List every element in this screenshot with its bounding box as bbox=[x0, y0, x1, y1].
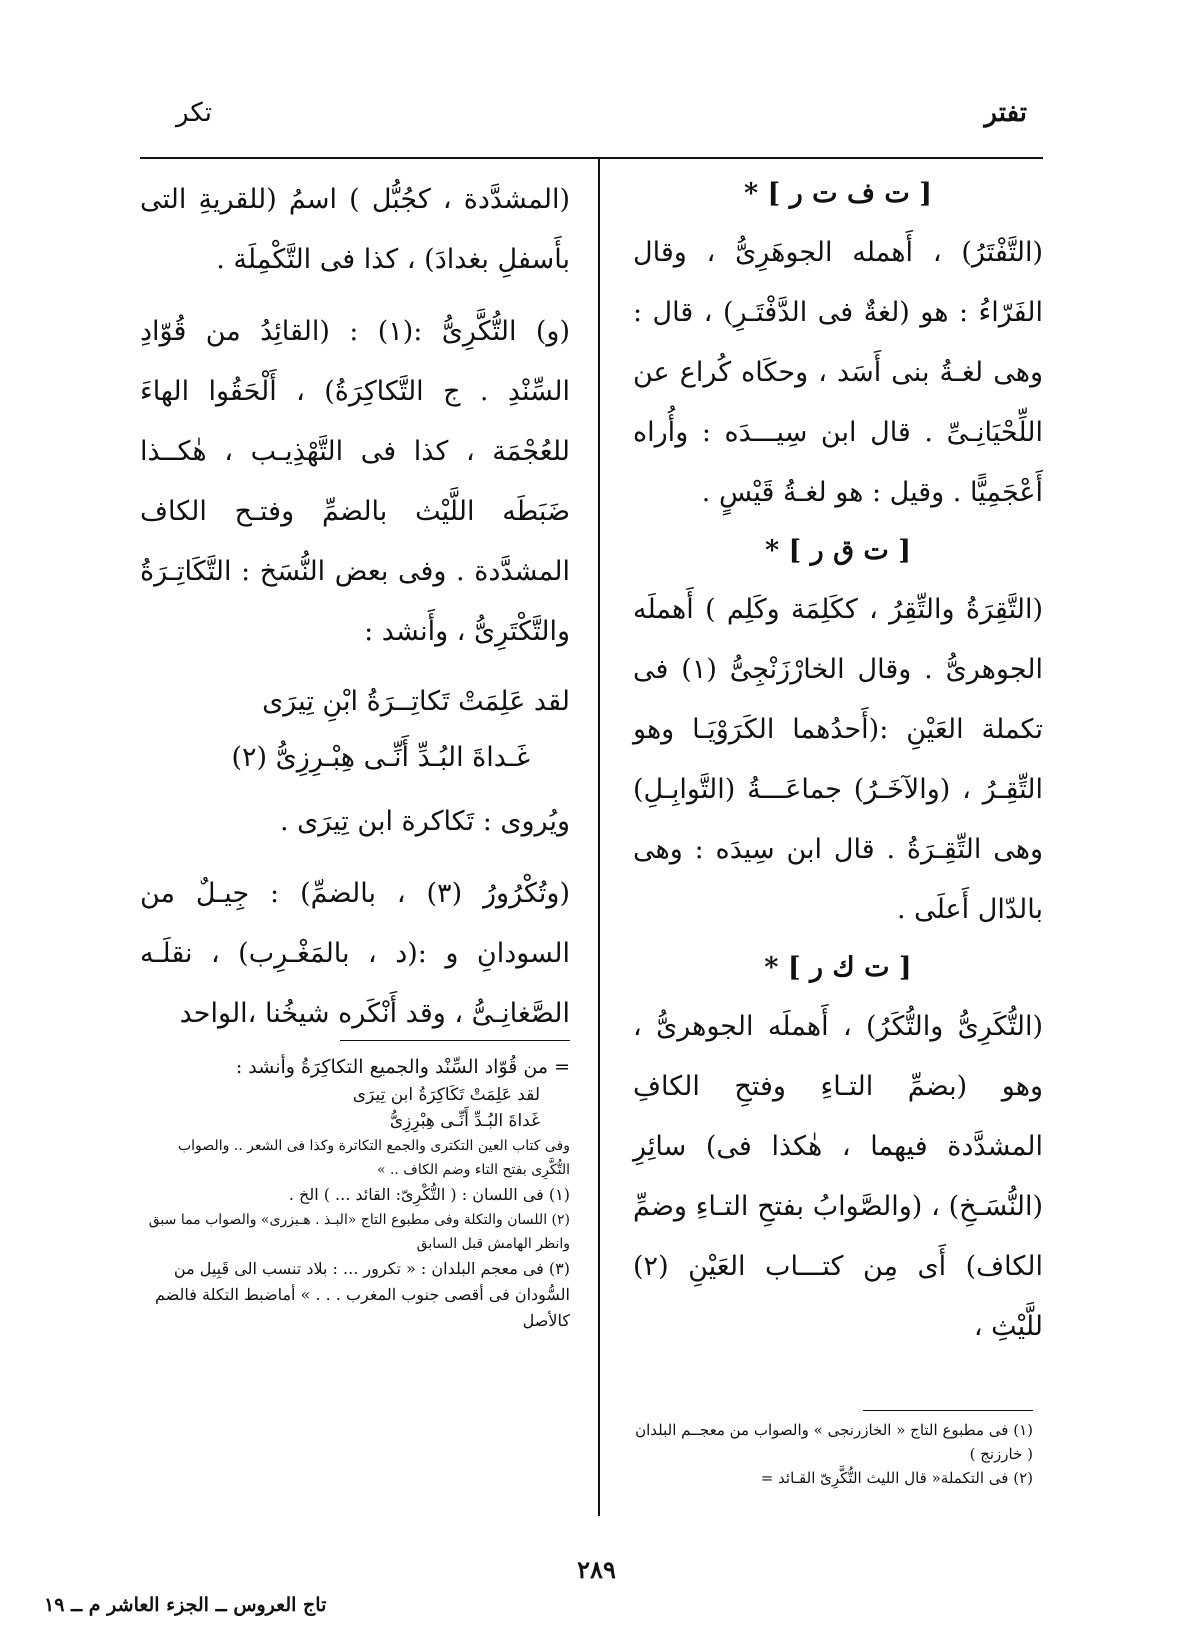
running-header-left: تكر bbox=[176, 98, 212, 128]
footnote-1-left: (١) فى اللسان : ( التُّكْرِىّ: القائد ... ) الخ . bbox=[288, 1185, 570, 1204]
footnote-verse-2: غَداةَ البُـدِّ أَنِّـى هِبْرِزِىُّ bbox=[389, 1111, 540, 1131]
header-rule bbox=[140, 157, 1043, 159]
verse-line-1: لقد عَلِمَتْ تَكاتِــرَةُ ابْنِ تِيرَى bbox=[262, 686, 570, 717]
footnote-rule-right bbox=[863, 1410, 1033, 1411]
footnote-verse-1: لقد عَلِمَتْ تَكَاكِرَةُ ابن تِيرَى bbox=[352, 1085, 540, 1105]
right-column bbox=[633, 170, 1043, 1369]
page-number: ٢٨٩ bbox=[577, 1555, 616, 1584]
entry-text-tukrur: (وتُكْرُورُ (٣) ، بالضمِّ) : جِيـلٌ من السودانِ و :(د ، بالمَغْـرِب) ، نقلَـه الصَّغانِـىُّ ، وقد أَنْكَره شيخُنا ،الواحد bbox=[140, 878, 570, 1029]
footnote-1-right: (١) فى مطبوع التاج « الخازرنجى » والصواب من معجــم البلدان ( خارزنج ) bbox=[635, 1421, 1033, 1463]
entry-text-tkr: (التُّكَرِىُّ والتُّكَرُ) ، أَهملَه الجوهرىُّ ، وهو (بضمِّ التـاءِ وفتحِ الكافِ المشدَّدة فيهما ، هٰكذا فى) سائِرِ (النُّسَـخِ) ، (والصَّوابُ بفتحِ التـاءِ وضمِّ الكاف) أَى مِن كتـــاب العَيْنِ (٢) للَّيْثِ ، bbox=[633, 1011, 1043, 1342]
entry-heading-tkr: [ ت ك ر ] * bbox=[764, 952, 912, 983]
entry-text-continued: (المشدَّدة ، كجُبُّل ) اسمُ (للقريةِ التى بأَسفلِ بغدادَ) ، كذا فى التَّكْمِلَة . bbox=[140, 184, 570, 275]
variant-reading: ويُروى : تَكاكرة ابن تِيرَى . bbox=[279, 806, 570, 837]
running-header-right: تفتر bbox=[984, 98, 1027, 128]
entry-text-tftr: (التَّفْتَرُ) ، أَهمله الجوهَرِىُّ ، وقال الفَرّاءُ : هو (لغةٌ فى الدَّفْتَـرِ) ، قال : وهى لغـةُ بنى أَسَد ، وحكَاه كُراع عن اللِّحْيَانِـىِّ . قال ابن سِيـــدَه : وأُراه أَعْجَمِيًّا . وقيل : هو لغـةُ قَيْسٍ . bbox=[633, 237, 1043, 508]
footnote-2-left: (٢) اللسان والتكلة وفى مطبوع التاج «البـذ . هـبزرى» والصواب مما سبق وانظر الهامش قبل السابق bbox=[148, 1212, 570, 1252]
page-footer: تاج العروس ــ الجزء العاشر م ــ ١٩ bbox=[44, 1594, 327, 1616]
entry-heading-tftr: [ ت ف ت ر ] * bbox=[744, 178, 932, 209]
left-column bbox=[140, 170, 570, 1056]
verse bbox=[140, 674, 570, 786]
footnotes-left bbox=[140, 1052, 570, 1334]
entry-heading-tqr: [ ت ق ر ] * bbox=[764, 535, 912, 566]
entry-text-tqr: (التَّقِرَةُ والتِّقِرُ ، ككَلِمَة وكَلِم ) أَهملَه الجوهرىُّ . وقال الخارْزَنْجِىُّ (١) فى تكملة العَيْنِ :(أَحدُهما الكَرَوْيَـا وهو التِّقِـرُ ، (والآخَـرُ) جماعَـــةُ (التَّوابِـلِ) وهى التِّقِـرَةُ . قال ابن سِيدَه : وهى بالدّال أَعلَى . bbox=[633, 594, 1043, 925]
column-divider bbox=[598, 158, 600, 1516]
footnotes-right bbox=[633, 1418, 1033, 1490]
footnote-continuation: = من قُوّاد السِّنْد والجميع التكاكِرَةُ وأنشد : bbox=[235, 1056, 570, 1078]
verse-line-2: غَـداةَ البُـدِّ أَنِّـى هِبْـرِزِىُّ (٢) bbox=[231, 742, 530, 773]
footnote-3-left: (٣) فى معجم البلدان : « تكرور ... : بلاد تنسب الى قَبِيل من السُّودان فى أقصى جنوب المغرب . . . » أماضبط التكلة فالضم كالأصل bbox=[155, 1259, 570, 1330]
footnote-2-right: (٢) فى التكملة« قال الليث التُّكَّرِىّ القـائد = bbox=[760, 1469, 1033, 1487]
footnote-note: وفى كتاب العين التكترى والجمع التكاترة وكذا فى الشعر .. والصواب التُّكَّرِى بفتح التاء وضم الكاف .. » bbox=[177, 1138, 570, 1178]
footnote-rule-left bbox=[340, 1040, 570, 1041]
entry-text-tukkari: (و) التُّكَّرِىُّ :(١) : (القائِدُ من قُوّادِ السِّنْدِ . ج التَّكاكِرَةُ) ، أَلْحَقُوا الهاءَ للعُجْمَة ، كذا فى التَّهْذِيـب ، هٰكــذا ضَبَطَه اللَّيْث بالضمِّ وفتـح الكاف المشدَّدة . وفى بعض النُّسَخ : التَّكَاتِـرَةُ والتَّكْتَرِىُّ ، وأَنشد : bbox=[140, 316, 570, 647]
